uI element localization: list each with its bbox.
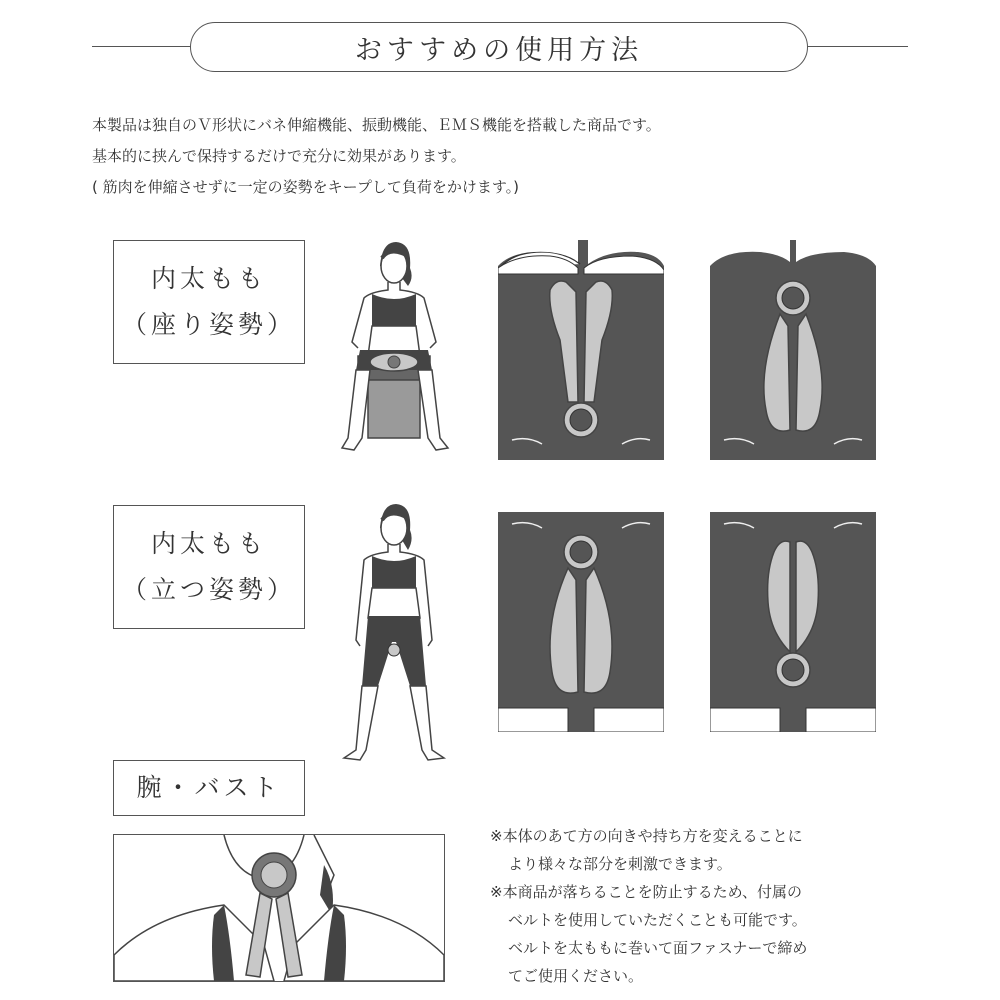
section-label-line: 内太もも [150, 529, 267, 558]
intro-line: 基本的に挟んで保持するだけで充分に効果があります。 [92, 147, 466, 165]
section-label-line: （立つ姿勢） [121, 575, 296, 604]
seated-device-panel-b [710, 240, 876, 460]
intro-line: 本製品は独自のＶ形状にバネ伸縮機能、振動機能、ＥＭＳ機能を搭載した商品です。 [92, 116, 661, 134]
header-rule-left [92, 46, 192, 47]
section-label-line: （座り姿勢） [121, 310, 296, 339]
section-label-line: 腕・バスト [136, 773, 282, 802]
intro-text [92, 110, 661, 203]
standing-device-panel-a [498, 512, 664, 732]
note-line: ベルトを太ももに巻いて面ファスナーで締め [508, 939, 808, 957]
seated-woman-figure [330, 238, 460, 460]
page-title: おすすめの使用方法 [190, 22, 808, 72]
arm-bust-figure [113, 834, 445, 982]
note-line: ※本体のあて方の向きや持ち方を変えることに [490, 827, 803, 845]
note-line: ※本商品が落ちることを防止するため、付属の [490, 883, 802, 901]
section-label-arm-bust [113, 760, 305, 816]
section-label-standing [113, 505, 305, 629]
section-label-line: 内太もも [150, 264, 267, 293]
standing-woman-figure [330, 500, 460, 768]
intro-line: ( 筋肉を伸縮させずに一定の姿勢をキープして負荷をかけます。) [92, 178, 520, 196]
note-line: てご使用ください。 [508, 967, 644, 985]
seated-device-panel-a [498, 240, 664, 460]
header-rule-right [806, 46, 908, 47]
standing-device-panel-b [710, 512, 876, 732]
note-line: より様々な部分を刺激できます。 [508, 855, 732, 873]
usage-notes [490, 822, 807, 990]
note-line: ベルトを使用していただくことも可能です。 [508, 911, 807, 929]
section-label-seated [113, 240, 305, 364]
